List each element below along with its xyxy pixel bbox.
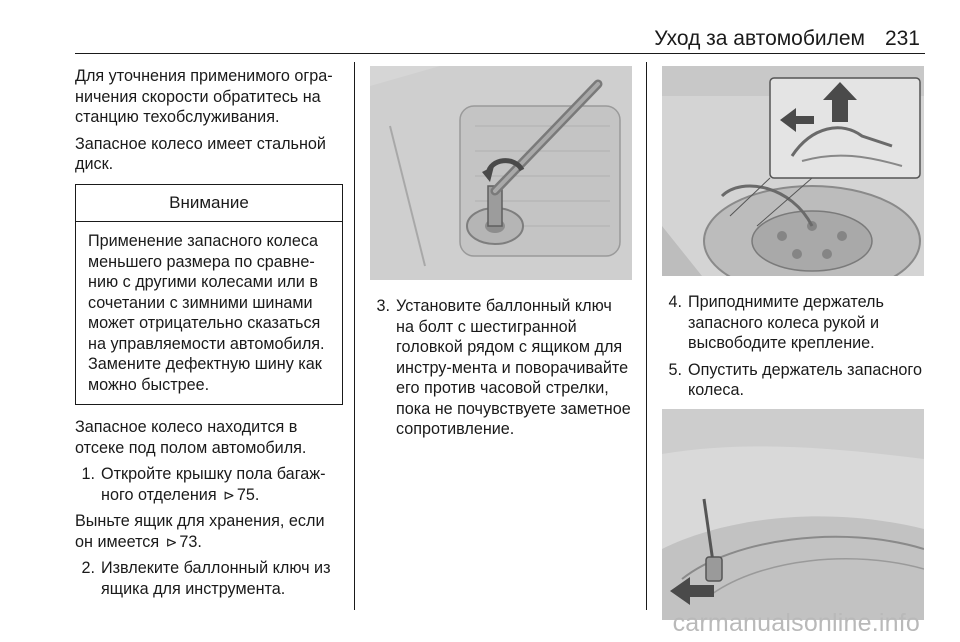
step-4 [662, 292, 926, 354]
step-text: Установите баллонный ключ на болт с шестигранной головкой рядом с ящиком для инстру-мента и поворачивайте его против часовой стрелки, пока не почувствуете заметное сопротивление. [396, 297, 631, 438]
figure-lower-spare-wheel [662, 409, 924, 620]
column-divider-2 [646, 62, 647, 610]
page-reference-link[interactable]: 73. [179, 532, 202, 551]
section-title: Уход за автомобилем [654, 27, 865, 50]
step-text: Опустить держатель запасного колеса. [688, 360, 922, 399]
step-1 [75, 464, 343, 505]
step-number: 2. [81, 559, 95, 577]
wheel-wrench-illustration [370, 66, 632, 280]
figure-spare-wheel-holder [662, 66, 924, 276]
page-number: 231 [884, 27, 920, 50]
column-2 [370, 66, 634, 446]
step-text: Приподнимите держатель запасного колеса рукой и высвободите крепление. [688, 293, 884, 352]
step-number: 1. [81, 465, 95, 483]
step-3 [370, 296, 634, 440]
step-1-substep [75, 511, 343, 552]
watermark: carmanualsonline.info [672, 609, 920, 637]
warning-box [75, 184, 343, 406]
warning-title: Внимание [76, 185, 342, 223]
step-text: Откройте крышку пола багаж-ного отделения [101, 465, 326, 504]
figure-wheel-wrench [370, 66, 632, 280]
step-number: 5. [668, 360, 682, 379]
cross-reference-arrow-icon: ⊳ [223, 486, 235, 503]
paragraph-spare-location: Запасное колесо находится в отсеке под полом автомобиля. [75, 418, 307, 457]
page-reference-link[interactable]: 75. [236, 485, 260, 504]
step-number: 3. [376, 297, 390, 315]
header-rule [75, 53, 925, 54]
column-1 [75, 66, 343, 605]
paragraph-speed-limit: Для уточнения применимого огра-ничения скорости обратитесь на станцию техобслуживания. [75, 67, 333, 126]
step-number: 4. [668, 293, 682, 311]
paragraph-steel-rim: Запасное колесо имеет стальной диск. [75, 134, 326, 173]
substep-text: Выньте ящик для хранения, если он имеется [75, 512, 325, 551]
cross-reference-arrow-icon: ⊳ [165, 533, 178, 550]
step-5 [662, 360, 926, 401]
step-2 [75, 558, 343, 599]
column-divider-1 [354, 62, 355, 610]
lower-spare-wheel-illustration [662, 409, 924, 620]
step-text: Извлеките баллонный ключ из ящика для инструмента. [101, 559, 331, 598]
spare-wheel-holder-illustration [662, 66, 924, 276]
warning-text: Применение запасного колеса меньшего размера по сравне-нию с другими колесами или в сочетании с зимними шинами может отрицательно сказаться на управляемости автомобиля. Замените дефектную шину как можно быстрее. [88, 232, 325, 394]
column-3 [662, 66, 926, 620]
